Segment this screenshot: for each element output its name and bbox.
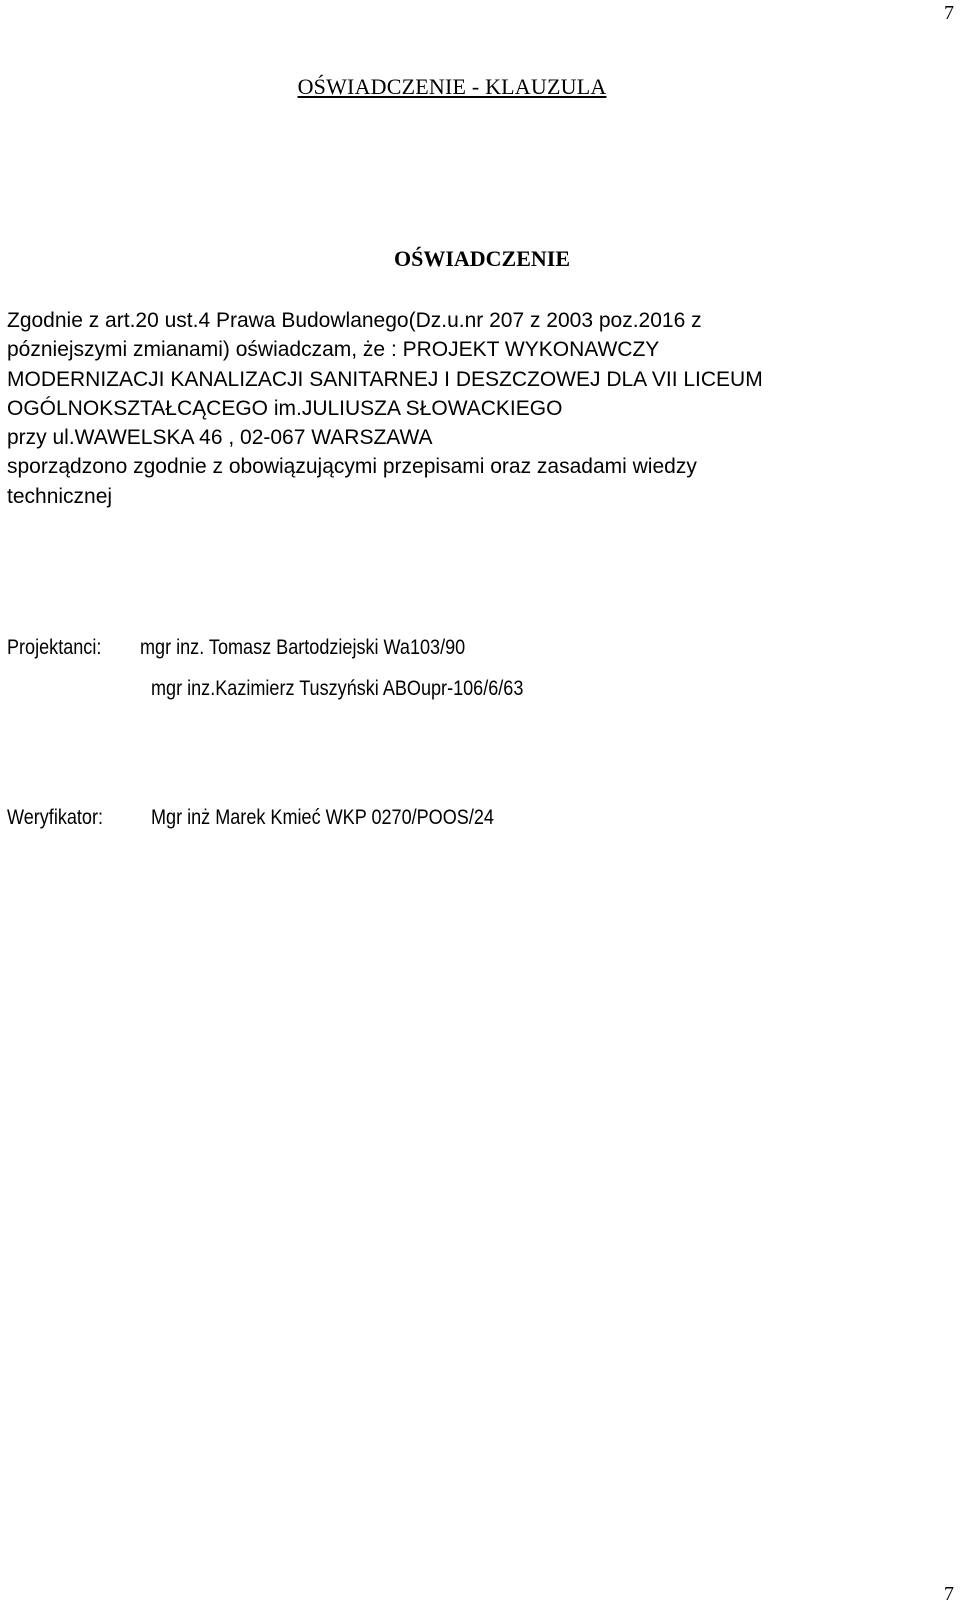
designer-entry-text: mgr inz. Tomasz Bartodziejski Wa103/90	[140, 636, 466, 659]
statement-heading-text: OŚWIADCZENIE	[393, 246, 571, 271]
designer-entry	[151, 677, 584, 701]
statement-heading	[0, 246, 960, 272]
designer-entry	[140, 636, 518, 660]
statement-body	[7, 306, 937, 511]
document-title-text: OŚWIADCZENIE - KLAUZULA	[297, 74, 607, 99]
body-line: sporządzono zgodnie z obowiązującymi przepisami oraz zasadami wiedzy	[7, 455, 697, 479]
body-line: technicznej	[7, 484, 113, 508]
verifier-label	[7, 806, 119, 830]
page-number-bottom: 7	[944, 1583, 954, 1605]
body-line: OGÓLNOKSZTAŁCĄCEGO im.JULIUSZA SŁOWACKIEGO	[7, 396, 563, 420]
page-number-top: 7	[944, 2, 954, 24]
designer-entry-text: mgr inz.Kazimierz Tuszyński ABOupr-106/6/63	[151, 677, 524, 700]
body-line: MODERNIZACJI KANALIZACJI SANITARNEJ I DESZCZOWEJ DLA VII LICEUM	[7, 367, 763, 391]
verifier-label-text: Weryfikator:	[7, 806, 104, 829]
verifier-entry-text: Mgr inż Marek Kmieć WKP 0270/POOS/24	[151, 806, 494, 829]
designers-label	[7, 636, 117, 660]
designers-label-text: Projektanci:	[7, 636, 102, 659]
body-line: pózniejszymi zmianami) oświadczam, że : PROJEKT WYKONAWCZY	[7, 338, 660, 362]
verifier-entry	[151, 806, 550, 830]
document-title	[0, 74, 960, 100]
body-line: Zgodnie z art.20 ust.4 Prawa Budowlanego(Dz.u.nr 207 z 2003 poz.2016 z	[7, 309, 702, 332]
body-line: przy ul.WAWELSKA 46 , 02-067 WARSZAWA	[7, 426, 433, 450]
